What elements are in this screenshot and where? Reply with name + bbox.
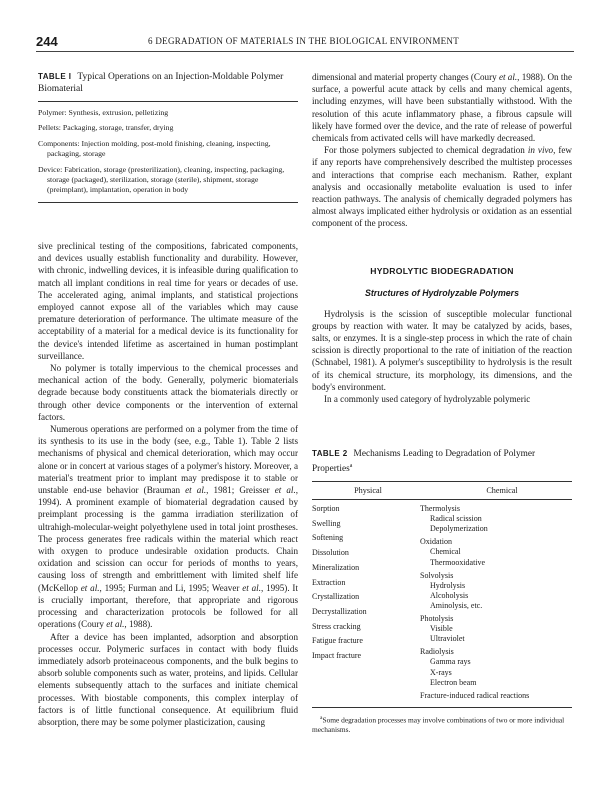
physical-item: Fatigue fracture	[312, 636, 363, 646]
physical-item: Crystallization	[312, 592, 360, 602]
left-column-text	[38, 240, 298, 728]
physical-item: Extraction	[312, 577, 346, 587]
paragraph: sive preclinical testing of the compositions, fabricated components, and devices usually establish functionality and durability. However, with chronic, indwelling devices, it is infeasible during qualification to match all implant conditions in real time for years or decades of use. The accelerated aging, animal implants, and statistical projections employed cannot expose all of the variables which may cause premature deterioration of performance. The ultimate measure of the acceptability of a material for a medical device is its functionality for the device's intended lifetime as ascertained in human postimplant surveillance.	[38, 241, 298, 361]
chemical-subitem: Ultraviolet	[430, 634, 465, 644]
chemical-subitem: Visible	[430, 624, 453, 634]
paragraph: No polymer is totally impervious to the chemical processes and mechanical action of the body. Generally, polymeric biomaterials degrade because body constituents attack the biomaterials directly or through other device components or the intervention of external factors.	[38, 363, 298, 422]
chemical-subitem: Radical scission	[430, 514, 482, 524]
paragraph: Hydrolysis is the scission of susceptible molecular functional groups by reaction with water. It may be catalyzed by acids, bases, salts, or enzymes. It is a single-step process in which the rate of chain scission is directly proportional to the rate of initiation of the reaction (Schnabel, 1981). A polymer's susceptibility to hydrolysis is the result of its chemical structure, its morphology, its dimensions, and the body's environment.	[312, 308, 572, 392]
table-2-caption-mark: a	[349, 463, 353, 469]
chemical-subitem: X-rays	[430, 667, 452, 677]
chemical-subitem: Electron beam	[430, 677, 477, 687]
column-header-physical: Physical	[354, 486, 382, 496]
header-rule	[36, 51, 574, 52]
column-header-chemical: Chemical	[486, 486, 518, 496]
chemical-subitem: Thermooxidative	[430, 557, 486, 567]
paragraph: For those polymers subjected to chemical degradation in vivo, few if any reports have comprehensively described the multistep processes and interactions that comprise each mechanism. Rather, explant analysis and occasionally metabolite evaluation is used to infer reaction pathways. The analysis of chemically degraded polymers has almost always implicated either hydrolysis or oxidation as an essential component of the process.	[312, 145, 573, 229]
paragraph: Numerous operations are performed on a polymer from the time of its synthesis to its use in the body (see, e.g., Table 1). Table 2 lists mechanisms of physical and chemical deterioration, which may occur alone or in concert at various stages of a polymer's history. Moreover, a material's treatment prior to implant may predispose it to stable or unstable end-use behavior (Brauman et al., 1981; Greisser et al., 1994). A prominent example of biomaterial degradation caused by preimplant processing is the gamma irradiation sterilization of ultrahigh-molecular-weight polyethylene used in total joint prostheses. The process generates free radicals within the material which react with oxygen to produce undesirable oxidation products. Chain oxidation and scission can occur for periods of months to years, causing loss of strength and embrittlement with limited shelf life (McKellop et al., 1995; Furman and Li, 1995; Weaver et al., 1995). It is crucially important, therefore, that appropriate and rigorous processing and characterization protocols be followed for all operations (Coury et al., 1988).	[38, 424, 299, 630]
section-heading: HYDROLYTIC BIODEGRADATION	[370, 265, 514, 276]
chemical-category: Oxidation	[420, 537, 452, 547]
physical-item: Mineralization	[312, 562, 360, 572]
table-1-caption	[38, 71, 298, 95]
table-1-bottom-rule	[38, 202, 298, 203]
table-2	[312, 448, 572, 735]
physical-list	[312, 504, 416, 701]
physical-item: Stress cracking	[312, 621, 361, 631]
table-1-entry: Components: Injection molding, post-mold finishing, cleaning, inspecting, packaging, storage	[38, 138, 271, 159]
physical-item: Decrystallization	[312, 606, 367, 616]
chemical-list	[416, 504, 572, 701]
chemical-subitem: Alcoholysis	[430, 590, 469, 600]
table-2-header	[312, 482, 572, 499]
page-header	[36, 34, 574, 50]
physical-item: Sorption	[312, 504, 340, 514]
physical-item: Impact fracture	[312, 650, 362, 660]
table-2-label: TABLE 2	[312, 449, 348, 458]
running-head: 6 DEGRADATION OF MATERIALS IN THE BIOLOGICAL ENVIRONMENT	[148, 36, 460, 46]
chemical-category: Thermolysis	[420, 504, 460, 514]
chemical-subitem: Gamma rays	[430, 657, 471, 667]
physical-item: Swelling	[312, 518, 341, 528]
table-1-entry: Polymer: Synthesis, extrusion, pelletizing	[38, 108, 169, 117]
table-2-caption	[312, 448, 572, 475]
table-1-entry: Pellets: Packaging, storage, transfer, drying	[38, 123, 174, 133]
right-column-text	[312, 71, 572, 405]
table-1-label: TABLE I	[38, 72, 72, 81]
paragraph: After a device has been implanted, adsorption and absorption processes occur. Polymeric surfaces in contact with body fluids immediately adsorb proteinaceous components, and the bulk begins to absorb soluble components such as water, proteins, and lipids. Cellular elements subsequently attach to the surfaces and initiate chemical processes. With biostable components, this complex interplay of factors is of little functional consequence. At equilibrium fluid absorption, there may be some polymer plasticization, causing	[38, 631, 298, 727]
chemical-subitem: Aminolysis, etc.	[430, 600, 483, 610]
table-1	[38, 71, 298, 209]
chemical-category: Fracture-induced radical reactions	[420, 690, 530, 700]
page-number: 244	[36, 34, 58, 49]
chemical-subitem: Chemical	[430, 547, 461, 557]
table-1-title: Typical Operations on an Injection-Moldable Polymer Biomaterial	[38, 72, 284, 94]
table-2-body	[312, 500, 572, 701]
table-1-entry: Device: Fabrication, storage (presterilization), cleaning, inspecting, packaging, storage (packaged), sterilization, storage (sterile), shipment, storage (preimplant), implantation, operation in body	[38, 164, 285, 195]
chemical-category: Photolysis	[420, 614, 454, 624]
subsection-heading: Structures of Hydrolyzable Polymers	[365, 287, 519, 298]
chemical-subitem: Hydrolysis	[430, 580, 466, 590]
physical-item: Softening	[312, 533, 344, 543]
table-2-title: Mechanisms Leading to Degradation of Polymer Properties	[312, 449, 536, 475]
chemical-category: Radiolysis	[420, 647, 454, 657]
table-2-footnote: $^a$Some degradation processes may involve combinations of two or more individual mechanisms.	[312, 714, 565, 735]
paragraph: dimensional and material property changes (Coury et al., 1988). On the surface, a powerful acute attack by cells and many chemical agents, including enzymes, will have been substantially withstood. With the resolution of this acute inflammatory phase, a fibrous capsule will likely have formed over the device, and the rate of release of powerful chemicals from activated cells will have markedly decreased.	[312, 72, 573, 144]
chemical-category: Solvolysis	[420, 570, 454, 580]
physical-item: Dissolution	[312, 548, 349, 558]
chemical-subitem: Depolymerization	[430, 524, 488, 534]
table-1-rule	[38, 101, 298, 102]
paragraph: In a commonly used category of hydrolyzable polymeric	[324, 394, 531, 405]
